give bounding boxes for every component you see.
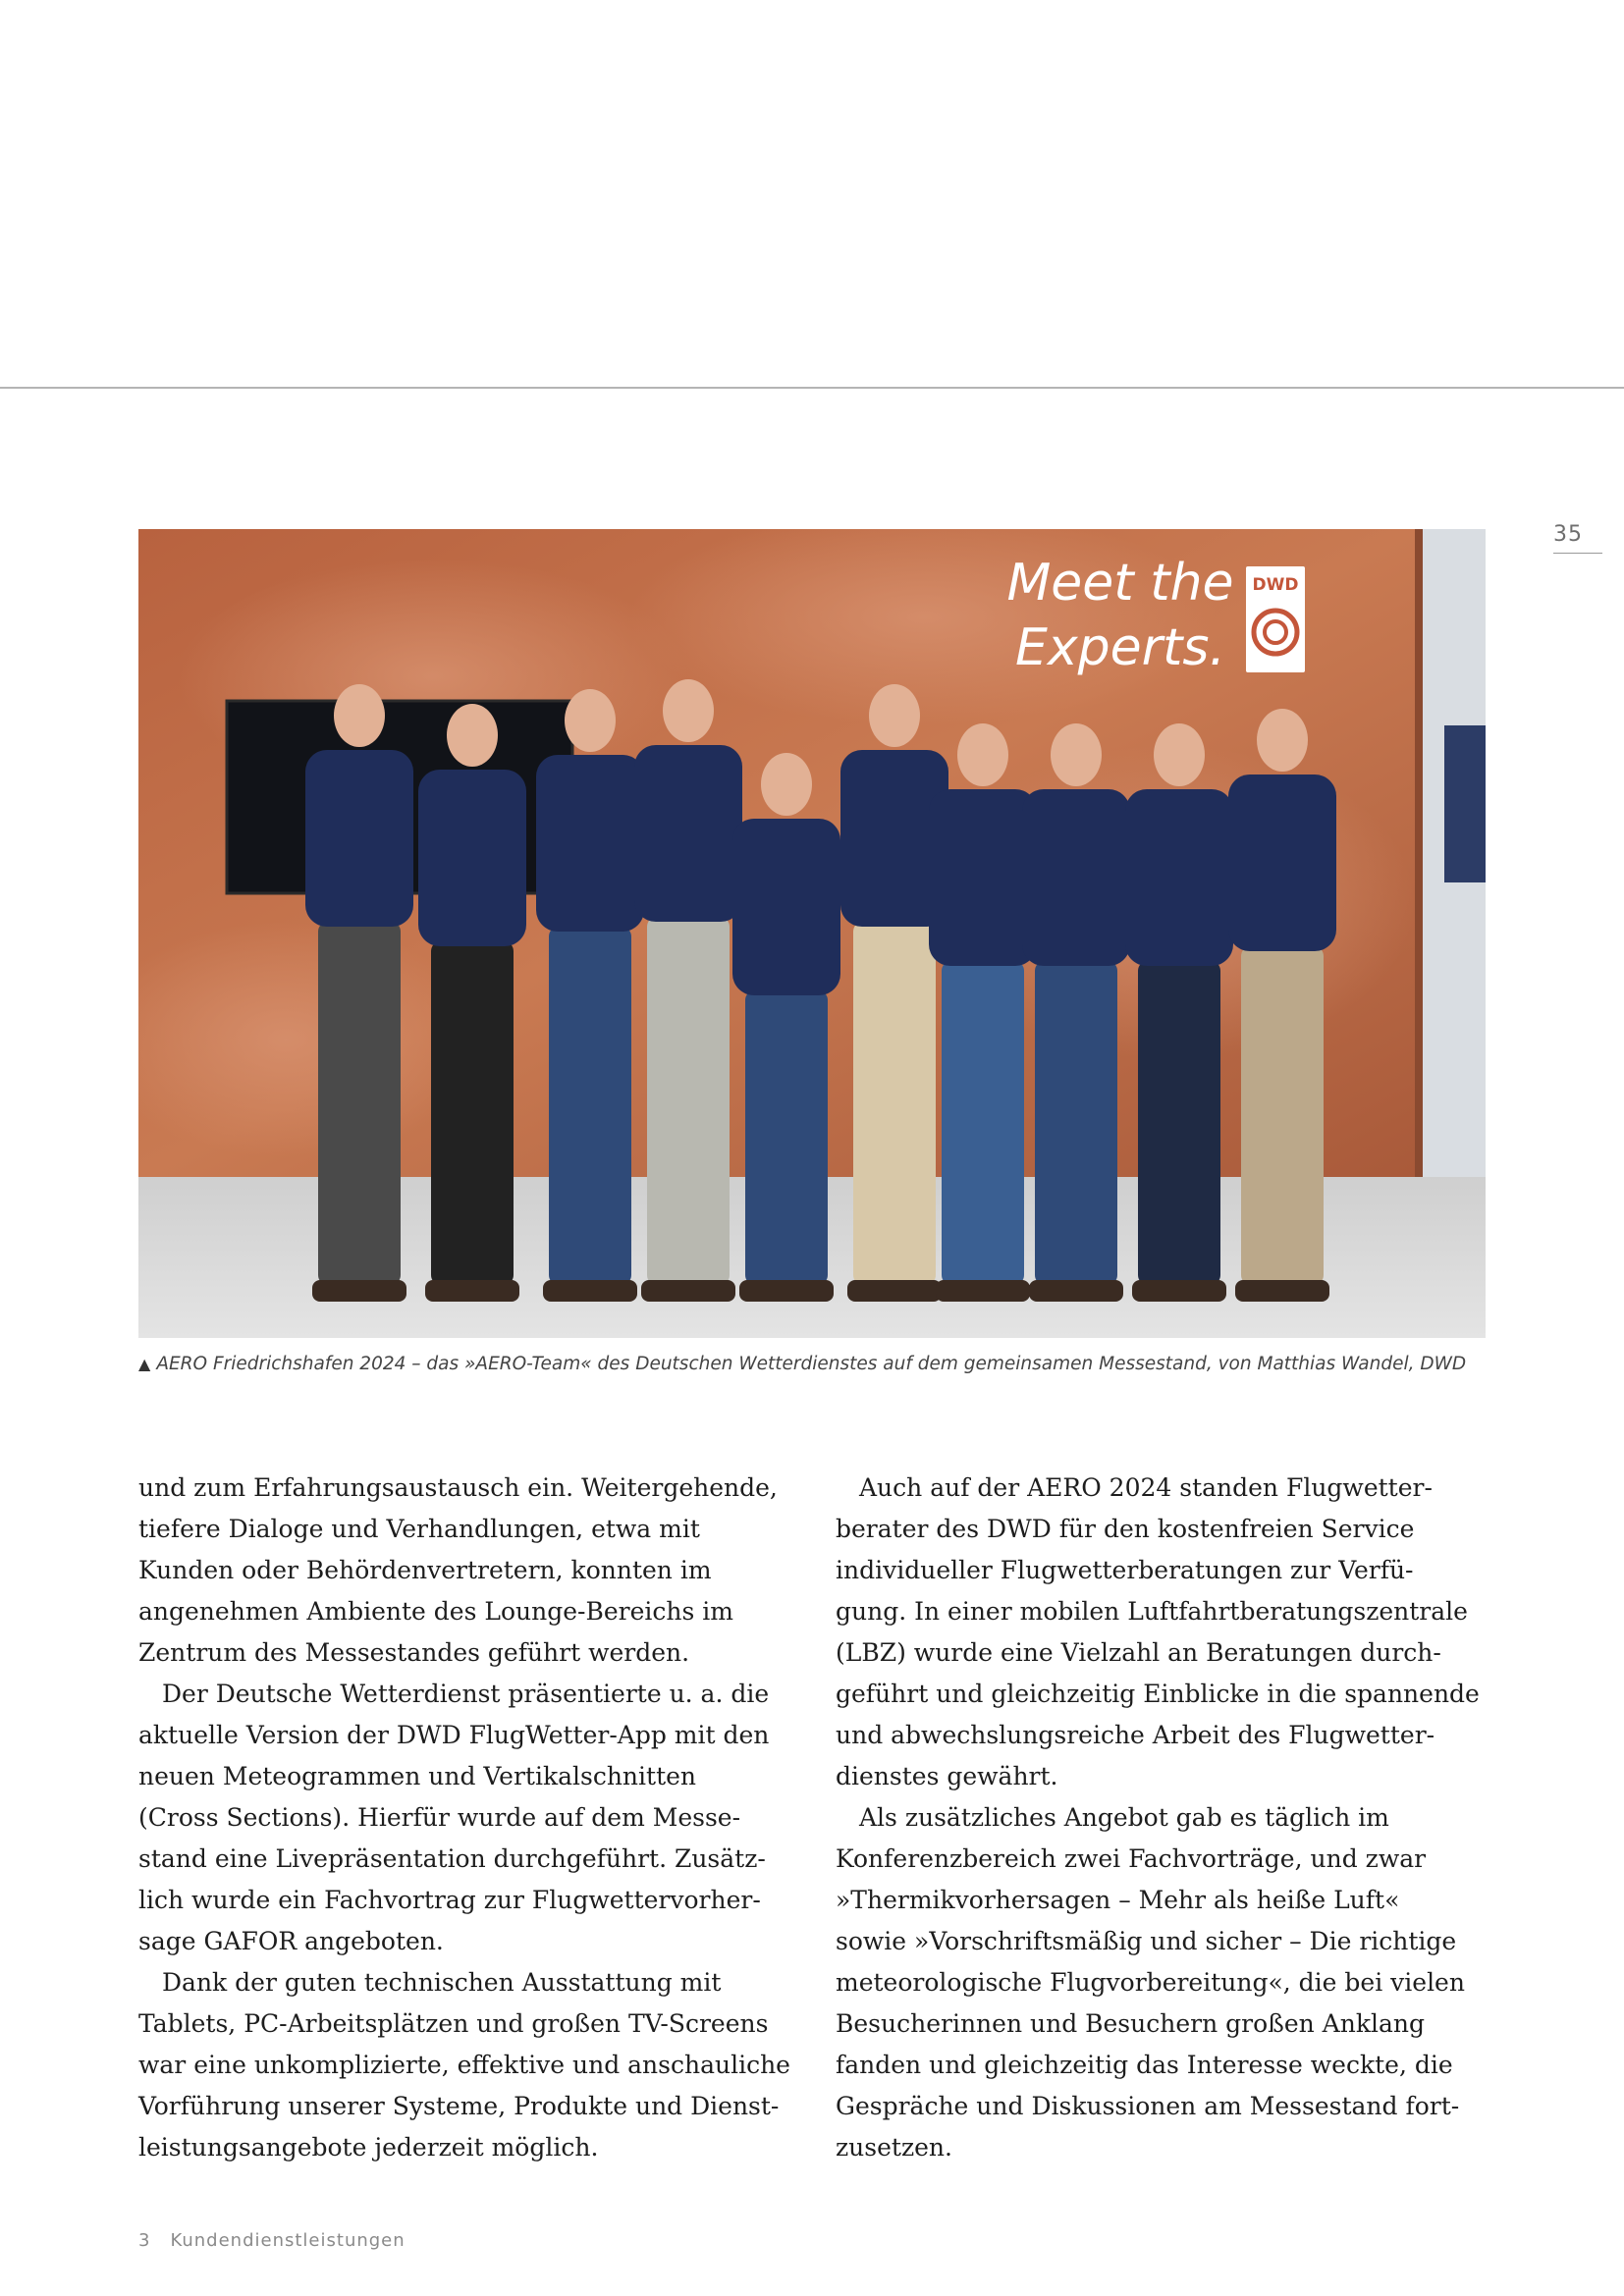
- text-line: gung. In einer mobilen Luftfahrtberatungszentrale: [836, 1597, 1468, 1626]
- team-member: [418, 704, 526, 1302]
- text-line: Kunden oder Behördenvertretern, konnten im: [138, 1556, 712, 1584]
- text-line: Dank der guten technischen Ausstattung mit: [162, 1968, 722, 1997]
- dwd-logo: [1246, 566, 1305, 672]
- text-line: neuen Meteogrammen und Vertikalschnitten: [138, 1762, 697, 1790]
- team-member: [305, 684, 413, 1302]
- text-column-left: [138, 1468, 806, 2168]
- caption-marker: ▲: [138, 1355, 151, 1373]
- text-line: Zentrum des Messestandes geführt werden.: [138, 1638, 690, 1667]
- text-line: und zum Erfahrungsaustausch ein. Weitergehende,: [138, 1473, 778, 1502]
- team-member: [1125, 723, 1233, 1302]
- header-rule: [0, 387, 1624, 389]
- text-line: berater des DWD für den kostenfreien Service: [836, 1515, 1415, 1543]
- team-member: [1228, 709, 1336, 1302]
- text-line: lich wurde ein Fachvortrag zur Flugwettervorher-: [138, 1886, 761, 1914]
- text-line: meteorologische Flugvorbereitung«, die bei vielen: [836, 1968, 1465, 1997]
- photo-caption: [138, 1354, 1513, 1374]
- text-line: tiefere Dialoge und Verhandlungen, etwa mit: [138, 1515, 700, 1543]
- text-line: sage GAFOR angeboten.: [138, 1927, 444, 1955]
- text-line: aktuelle Version der DWD FlugWetter-App mit den: [138, 1721, 770, 1749]
- team-member: [732, 753, 840, 1302]
- sign-line-1: Meet the: [1006, 554, 1234, 613]
- text-line: »Thermikvorhersagen – Mehr als heiße Luft«: [836, 1886, 1400, 1914]
- team-member: [634, 679, 742, 1302]
- text-line: (LBZ) wurde eine Vielzahl an Beratungen durch-: [836, 1638, 1441, 1667]
- page-footer: [138, 2230, 406, 2251]
- text-line: Konferenzbereich zwei Fachvorträge, und zwar: [836, 1844, 1427, 1873]
- text-line: individueller Flugwetterberatungen zur Verfü-: [836, 1556, 1414, 1584]
- text-line: Als zusätzliches Angebot gab es täglich im: [859, 1803, 1389, 1832]
- text-column-right: [836, 1468, 1503, 2168]
- text-line: und abwechslungsreiche Arbeit des Flugwetter-: [836, 1721, 1435, 1749]
- text-line: war eine unkomplizierte, effektive und anschauliche: [138, 2051, 790, 2079]
- text-line: Gespräche und Diskussionen am Messestand fort-: [836, 2092, 1460, 2120]
- text-line: Auch auf der AERO 2024 standen Flugwetter-: [859, 1473, 1433, 1502]
- team-member: [1022, 723, 1130, 1302]
- sign-line-2: Experts.: [1014, 618, 1226, 677]
- text-line: leistungsangebote jederzeit möglich.: [138, 2133, 599, 2162]
- text-line: Tablets, PC-Arbeitsplätzen und großen TV-Screens: [138, 2009, 769, 2038]
- text-line: Besucherinnen und Besuchern großen Anklang: [836, 2009, 1425, 2038]
- text-line: zusetzen.: [836, 2133, 952, 2162]
- text-line: dienstes gewährt.: [836, 1762, 1058, 1790]
- team-photo-illustration: [138, 529, 1486, 1338]
- footer-chapter-title: Kundendienstleistungen: [170, 2230, 406, 2251]
- text-line: fanden und gleichzeitig das Interesse weckte, die: [836, 2051, 1453, 2079]
- text-line: angenehmen Ambiente des Lounge-Bereichs im: [138, 1597, 733, 1626]
- team-member: [536, 689, 644, 1302]
- dwd-logo-text: DWD: [1252, 575, 1299, 595]
- text-line: sowie »Vorschriftsmäßig und sicher – Die richtige: [836, 1927, 1457, 1955]
- caption-text: AERO Friedrichshafen 2024 – das »AERO-Team« des Deutschen Wetterdienstes auf dem gemeinsamen Messestand, von Matthias Wandel, DWD: [156, 1354, 1467, 1374]
- text-line: Vorführung unserer Systeme, Produkte und Dienst-: [138, 2092, 780, 2120]
- page-number: 35: [1553, 522, 1602, 554]
- footer-chapter-number: 3: [138, 2230, 151, 2251]
- team-member: [929, 723, 1037, 1302]
- text-line: stand eine Livepräsentation durchgeführt. Zusätz-: [138, 1844, 766, 1873]
- team-photo: [138, 529, 1486, 1338]
- team-member: [840, 684, 948, 1302]
- text-line: (Cross Sections). Hierfür wurde auf dem Messe-: [138, 1803, 741, 1832]
- text-line: Der Deutsche Wetterdienst präsentierte u. a. die: [162, 1680, 770, 1708]
- text-line: geführt und gleichzeitig Einblicke in die spannende: [836, 1680, 1480, 1708]
